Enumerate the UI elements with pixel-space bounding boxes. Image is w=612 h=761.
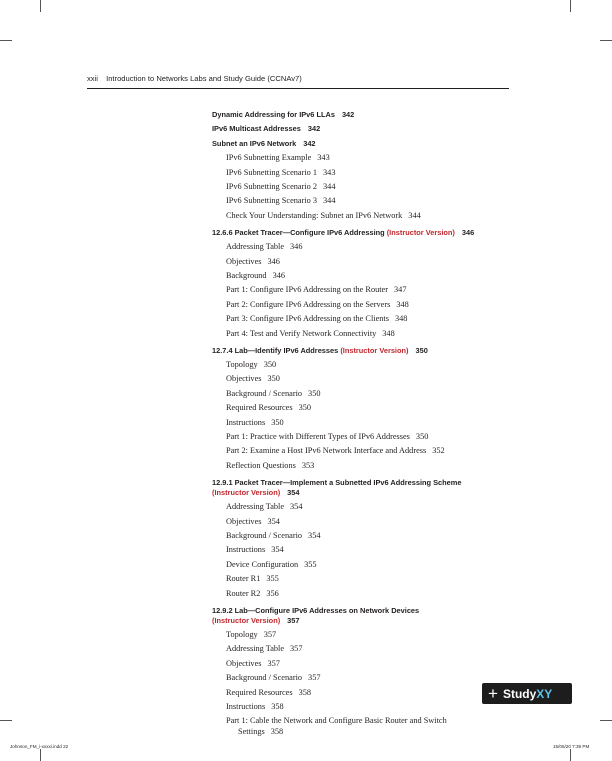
toc-entry-text: Instructions	[226, 417, 266, 427]
toc-entry-text: Instructions	[226, 702, 266, 711]
toc-entry-text: Part 1: Practice with Different Types of IPv6 Addresses	[226, 432, 410, 441]
toc-page-number: 356	[266, 588, 279, 598]
toc-entry	[226, 314, 407, 323]
toc-entry-text: Part 2: Examine a Host IPv6 Network Interface and Address	[226, 446, 427, 456]
instructor-version-label: (Instructor Version)	[386, 227, 455, 237]
toc-entry-text: Topology	[226, 360, 258, 369]
toc-page-number: 344	[323, 196, 336, 206]
toc-entry	[226, 271, 285, 280]
toc-heading	[212, 124, 320, 133]
toc-entry-text: IPv6 Subnetting Example	[226, 153, 312, 163]
toc-entry	[226, 418, 284, 427]
toc-page-number: 350	[298, 403, 312, 413]
toc-page-number: 350	[415, 345, 428, 355]
toc-page-number: 354	[271, 545, 284, 555]
toc-entry	[226, 446, 445, 455]
toc-page-number: 346	[267, 256, 280, 266]
logo-text-prefix: Study	[502, 686, 537, 701]
toc-heading	[212, 228, 474, 237]
toc-entry-text: Reflection Questions	[226, 460, 296, 470]
toc-page-number: 355	[266, 574, 279, 584]
slug-file: Johnson_FM_i-xxxxi.indd 22	[10, 744, 69, 749]
running-head	[87, 74, 302, 83]
crop-mark	[600, 720, 612, 721]
crop-mark	[40, 749, 41, 761]
toc-page-number: 358	[270, 727, 284, 737]
toc-page-number: 342	[341, 110, 355, 119]
toc-entry	[226, 545, 284, 554]
toc-entry	[226, 257, 280, 266]
toc-entry	[226, 517, 280, 526]
crop-mark	[570, 749, 571, 761]
toc-entry	[226, 432, 428, 441]
toc-entry	[226, 560, 317, 569]
toc-entry-text: IPv6 Subnetting Scenario 3	[226, 196, 318, 206]
toc-entry-text: Required Resources	[226, 687, 293, 697]
toc-page-number: 355	[304, 559, 317, 569]
toc-entry-text: Background / Scenario	[226, 531, 303, 540]
toc-heading-text: 12.9.1 Packet Tracer—Implement a Subnetted IPv6 Addressing Scheme	[212, 477, 462, 487]
toc-entry-text: Router R1	[226, 574, 261, 584]
toc-entry	[226, 673, 321, 682]
toc-page-number: 352	[432, 446, 445, 456]
toc-entry-text: Part 1: Cable the Network and Configure Basic Router and Switch	[226, 716, 447, 726]
toc-page-number: 357	[287, 615, 300, 625]
toc-entry-text: Router R2	[226, 588, 261, 598]
toc-entry-text: Addressing Table	[226, 242, 285, 252]
toc-entry-text: Check Your Understanding: Subnet an IPv6 Network	[226, 210, 403, 220]
header-rule	[87, 88, 509, 89]
instructor-version-label: (Instructor Version)	[212, 615, 281, 625]
plus-icon: +	[488, 684, 498, 703]
toc-entry-text: Background	[226, 271, 267, 280]
crop-mark	[40, 0, 41, 12]
toc-page-number: 357	[290, 644, 303, 654]
toc-entry	[226, 688, 311, 697]
toc-page-number: 350	[415, 432, 429, 441]
slug-datetime: 15/05/20 7:39 PM	[553, 744, 590, 749]
toc-page-number: 343	[323, 167, 336, 177]
toc-heading-text: IPv6 Multicast Addresses	[212, 124, 301, 134]
toc-page-number: 342	[307, 124, 321, 134]
toc-heading-text: Dynamic Addressing for IPv6 LLAs	[212, 110, 335, 119]
toc-entry	[226, 360, 276, 369]
toc-page-number: 350	[263, 360, 277, 369]
toc-entry-text: Part 2: Configure IPv6 Addressing on the Servers	[226, 299, 391, 309]
toc-entry-text: IPv6 Subnetting Scenario 1	[226, 167, 318, 177]
toc-entry-text: Addressing Table	[226, 502, 285, 512]
instructor-version-label: (Instructor Version)	[212, 487, 281, 497]
toc-page-number: 358	[271, 702, 284, 711]
toc-page-number: 350	[267, 374, 280, 384]
crop-mark	[600, 40, 612, 41]
toc-heading	[212, 478, 461, 487]
toc-page-number: 348	[394, 314, 408, 324]
toc-heading	[212, 110, 354, 119]
toc-page-number: 357	[263, 630, 277, 639]
toc-page-number: 357	[308, 673, 321, 683]
toc-heading-text: 12.6.6 Packet Tracer—Configure IPv6 Addressing	[212, 227, 385, 237]
crop-mark	[570, 0, 571, 12]
toc-page-number: 346	[272, 271, 286, 280]
toc-entry-continued	[238, 727, 283, 736]
toc-entry-text: IPv6 Subnetting Scenario 2	[226, 182, 318, 191]
toc-entry-text: Part 3: Configure IPv6 Addressing on the Clients	[226, 314, 389, 324]
toc-heading-text: 12.7.4 Lab—Identify IPv6 Addresses	[212, 345, 339, 355]
toc-heading	[212, 139, 316, 148]
crop-mark	[0, 720, 12, 721]
toc-page-number: 344	[323, 182, 336, 191]
toc-page-number: 357	[267, 658, 280, 668]
toc-entry	[226, 242, 302, 251]
toc-page-number: 353	[301, 460, 315, 470]
toc-entry-text: Instructions	[226, 545, 266, 555]
toc-page-number: 347	[394, 285, 407, 295]
toc-entry	[226, 182, 335, 191]
toc-heading	[212, 606, 419, 615]
toc-entry-text: Addressing Table	[226, 644, 285, 654]
toc-page-number: 343	[317, 153, 330, 163]
toc-entry	[226, 461, 314, 470]
toc-page-number: 346	[290, 242, 303, 252]
toc-entry	[226, 403, 311, 412]
toc-entry-text: Objectives	[226, 516, 262, 526]
toc-entry	[226, 153, 330, 162]
toc-entry	[226, 196, 335, 205]
toc-entry-text: Required Resources	[226, 403, 293, 413]
toc-entry	[226, 300, 409, 309]
toc-entry	[226, 659, 280, 668]
toc-entry	[226, 168, 335, 177]
toc-heading	[212, 346, 428, 355]
toc-page-number: 346	[461, 227, 475, 237]
toc-entry-text: Settings	[238, 727, 265, 737]
toc-page-number: 348	[382, 328, 395, 338]
toc-entry	[226, 211, 421, 220]
toc-page-number: 350	[271, 417, 284, 427]
toc-entry-text: Background / Scenario	[226, 388, 303, 398]
toc-page-number: 354	[290, 502, 303, 512]
toc-entry	[226, 389, 321, 398]
toc-entry-text: Device Configuration	[226, 559, 299, 569]
instructor-version-label: (Instructor Version)	[340, 345, 409, 355]
toc-page-number: 358	[298, 687, 312, 697]
toc-heading-continued	[212, 488, 300, 497]
toc-page-number: 344	[408, 210, 421, 220]
toc-entry	[226, 502, 302, 511]
toc-page-number: 354	[308, 531, 321, 540]
toc-entry	[226, 285, 406, 294]
toc-entry-text: Part 1: Configure IPv6 Addressing on the Router	[226, 285, 389, 295]
toc-entry	[226, 702, 284, 711]
book-title: Introduction to Networks Labs and Study Guide (CCNAv7)	[106, 74, 302, 83]
toc-entry	[226, 531, 321, 540]
toc-heading-text: Subnet an IPv6 Network	[212, 138, 297, 148]
toc-entry-text: Objectives	[226, 658, 262, 668]
toc-entry	[226, 574, 279, 583]
toc-heading-text: 12.9.2 Lab—Configure IPv6 Addresses on Network Devices	[212, 605, 420, 615]
studyxy-logo	[482, 683, 572, 704]
toc-entry	[226, 716, 447, 725]
toc-entry	[226, 329, 395, 338]
toc-page-number: 348	[396, 299, 409, 309]
toc-page-number: 342	[303, 138, 316, 148]
toc-entry	[226, 644, 302, 653]
toc-heading-continued	[212, 616, 300, 625]
toc-entry-text: Background / Scenario	[226, 673, 303, 683]
logo-text-suffix: XY	[536, 686, 553, 701]
toc-page-number: 354	[267, 516, 280, 526]
toc-page-number: 354	[287, 487, 300, 497]
toc-entry	[226, 374, 280, 383]
crop-mark	[0, 40, 12, 41]
page-number: xxii	[87, 74, 98, 83]
toc-entry-text: Objectives	[226, 256, 262, 266]
toc-entry-text: Objectives	[226, 374, 262, 384]
toc-entry-text: Part 4: Test and Verify Network Connectivity	[226, 328, 377, 338]
toc-entry-text: Topology	[226, 630, 258, 639]
toc-page-number: 350	[308, 388, 321, 398]
toc-entry	[226, 589, 279, 598]
toc-entry	[226, 630, 276, 639]
